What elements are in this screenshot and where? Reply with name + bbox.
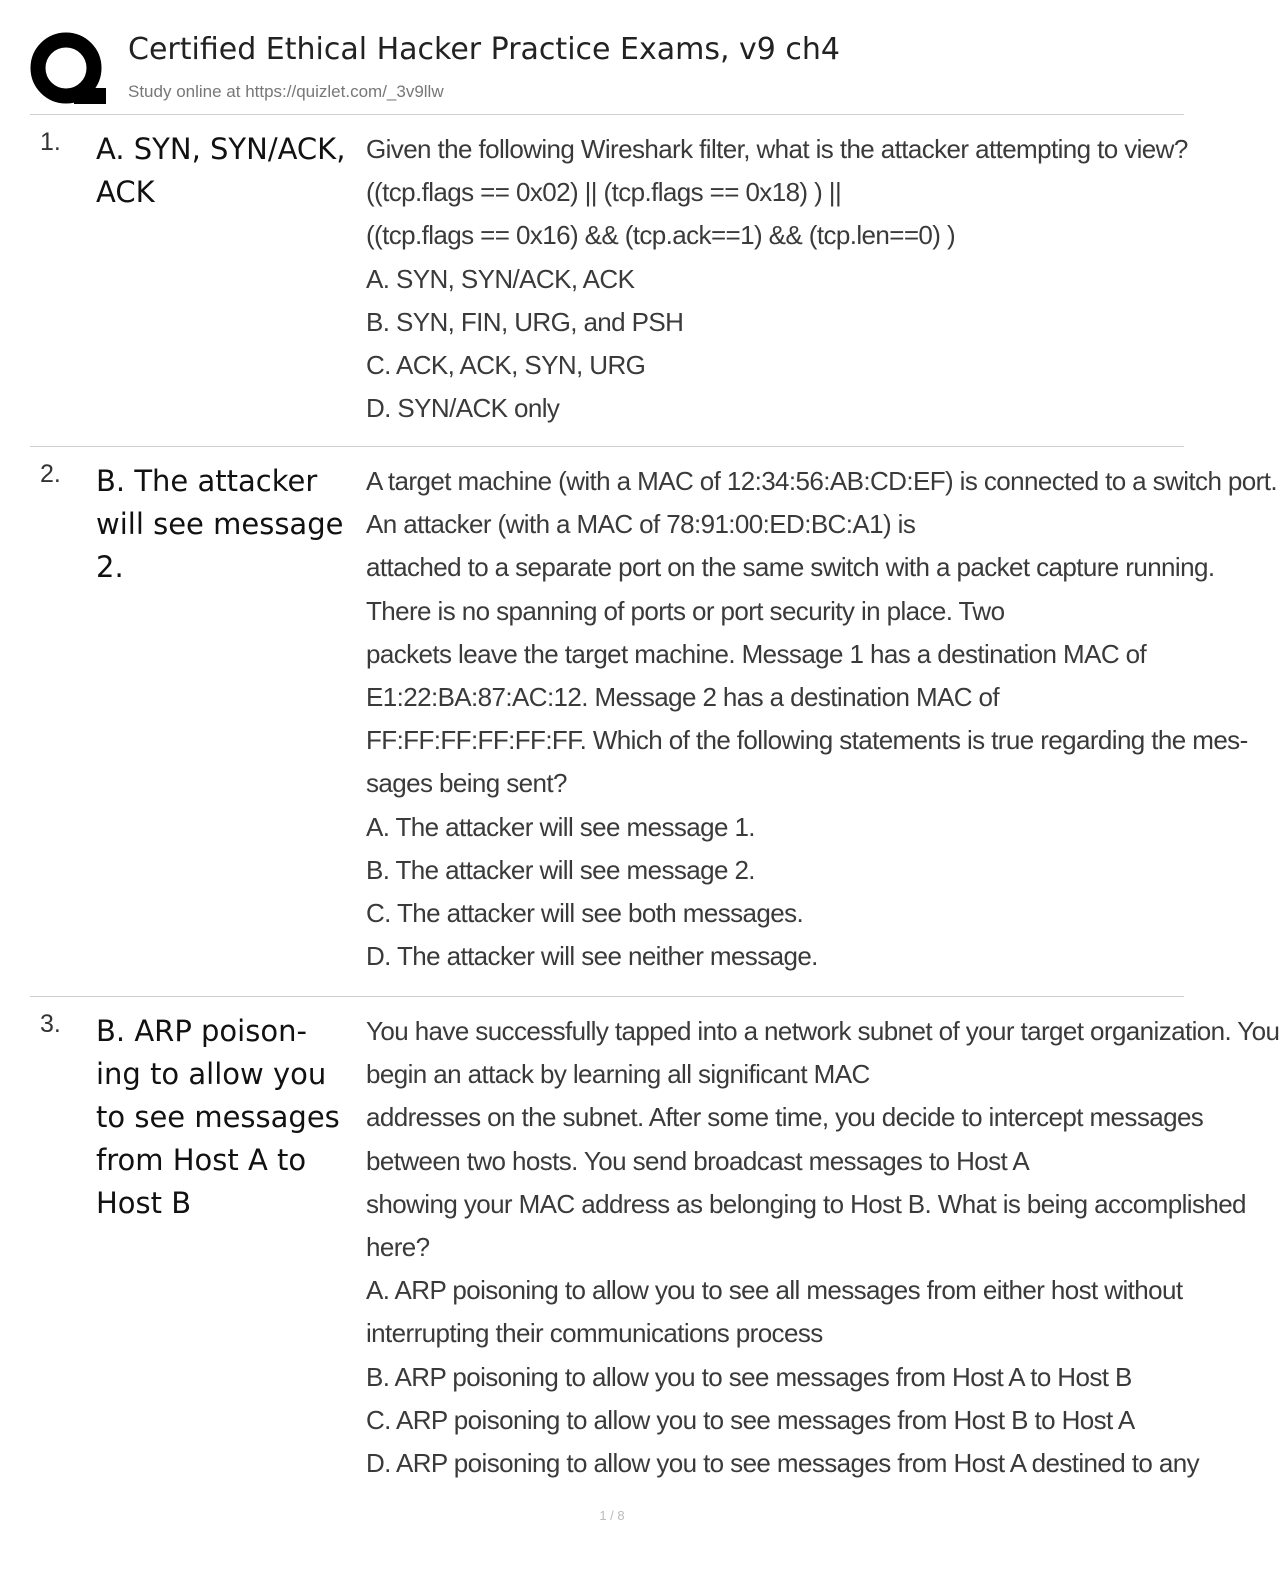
- definition-line: D. ARP poisoning to allow you to see messages from Host A destined to any: [366, 1448, 1199, 1479]
- definition-line: A. The attacker will see message 1.: [366, 811, 755, 842]
- definition-line: A. SYN, SYN/ACK, ACK: [366, 263, 635, 294]
- card-number: 2.: [40, 460, 61, 488]
- quizlet-q-logo-icon: [30, 32, 106, 108]
- card-term: A. SYN, SYN/ACK, ACK: [96, 132, 346, 209]
- divider: [30, 114, 1184, 115]
- divider: [30, 996, 1184, 997]
- definition-line: interrupting their communications process: [366, 1318, 823, 1349]
- definition-line: showing your MAC address as belonging to Host B. What is being accomplished: [366, 1188, 1246, 1219]
- card-term: B. The attacker will see message 2.: [96, 464, 344, 584]
- card-term: B. ARP poison- ing to allow you to see messages from Host A to Host B: [96, 1014, 340, 1220]
- definition-line: B. The attacker will see message 2.: [366, 854, 755, 885]
- page-number: 1 / 8: [599, 1508, 625, 1523]
- definition-line: You have successfully tapped into a network subnet of your target organization. You: [366, 1016, 1279, 1046]
- definition-line: There is no spanning of ports or port security in place. Two: [366, 595, 1005, 626]
- definition-line: begin an attack by learning all significant MAC: [366, 1059, 870, 1090]
- definition-line: ((tcp.flags == 0x16) && (tcp.ack==1) && (tcp.len==0) ): [366, 220, 955, 251]
- definition-line: E1:22:BA:87:AC:12. Message 2 has a destination MAC of: [366, 682, 1000, 713]
- card-number: 1.: [40, 128, 61, 156]
- definition-line: addresses on the subnet. After some time, you decide to intercept messages: [366, 1102, 1204, 1133]
- card-number: 3.: [40, 1010, 61, 1038]
- definition-line: ((tcp.flags == 0x02) || (tcp.flags == 0x18) ) ||: [366, 177, 842, 208]
- definition-line: sages being sent?: [366, 768, 567, 799]
- definition-line: A target machine (with a MAC of 12:34:56:AB:CD:EF) is connected to a switch port.: [366, 466, 1277, 496]
- card-definition: [366, 1010, 1279, 1485]
- card-definition: [366, 128, 1188, 430]
- definition-line: An attacker (with a MAC of 78:91:00:ED:BC:A1) is: [366, 509, 916, 540]
- definition-line: FF:FF:FF:FF:FF:FF. Which of the following statements is true regarding the mes-: [366, 725, 1248, 756]
- definition-line: A. ARP poisoning to allow you to see all messages from either host without: [366, 1275, 1183, 1306]
- definition-line: B. SYN, FIN, URG, and PSH: [366, 306, 684, 337]
- definition-line: attached to a separate port on the same switch with a packet capture running.: [366, 552, 1215, 583]
- definition-line: Given the following Wireshark filter, what is the attacker attempting to view?: [366, 134, 1188, 164]
- study-online-link[interactable]: Study online at https://quizlet.com/_3v9llw: [128, 82, 444, 101]
- definition-line: here?: [366, 1232, 430, 1263]
- definition-line: C. The attacker will see both messages.: [366, 898, 804, 929]
- definition-line: C. ACK, ACK, SYN, URG: [366, 350, 646, 381]
- page-title: Certified Ethical Hacker Practice Exams, v9 ch4: [128, 32, 841, 67]
- card-definition: [366, 460, 1277, 978]
- definition-line: C. ARP poisoning to allow you to see messages from Host B to Host A: [366, 1404, 1135, 1435]
- definition-line: packets leave the target machine. Message 1 has a destination MAC of: [366, 638, 1147, 669]
- page-header: [30, 28, 1190, 114]
- definition-line: D. SYN/ACK only: [366, 393, 560, 424]
- definition-line: between two hosts. You send broadcast messages to Host A: [366, 1145, 1030, 1176]
- definition-line: B. ARP poisoning to allow you to see messages from Host A to Host B: [366, 1361, 1132, 1392]
- divider: [30, 446, 1184, 447]
- definition-line: D. The attacker will see neither message.: [366, 941, 818, 972]
